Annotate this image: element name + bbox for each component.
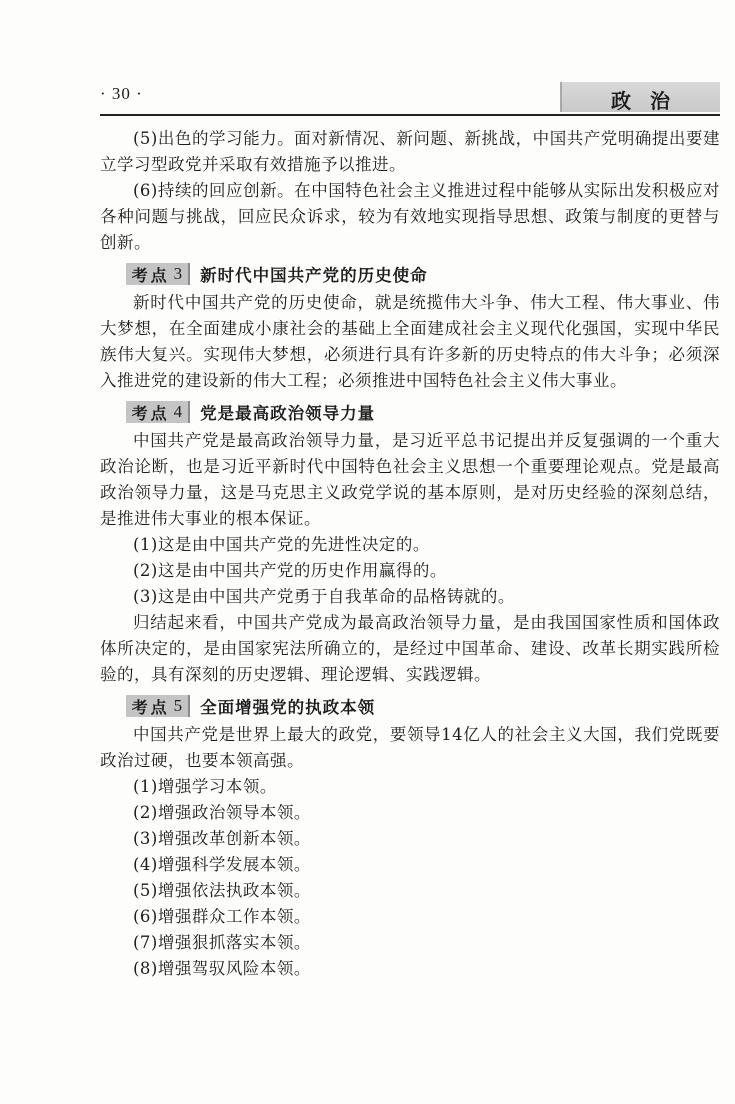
kaodian-number: 3 (173, 264, 183, 283)
kaodian-badge (126, 263, 191, 285)
section-title: 全面增强党的执政本领 (200, 698, 376, 717)
list-item: (5)增强依法执政本领。 (133, 881, 311, 900)
list-item: (1)增强学习本领。 (133, 777, 277, 796)
list-item: (3)增强改革创新本领。 (133, 829, 311, 848)
paragraph: 中国共产党是最高政治领导力量，是习近平总书记提出并反复强调的一个重大政治论断，也是习近平新时代中国特色社会主义思想一个重要理论观点。党是最高政治领导力量，这是马克思主义政党学说的基本原则，是对历史经验的深刻总结，是推进伟大事业的根本保证。 (100, 431, 720, 528)
paragraph: (5)出色的学习能力。面对新情况、新问题、新挑战，中国共产党明确提出要建立学习型政党并采取有效措施予以推进。 (100, 129, 720, 174)
kaodian-label: 考点 (131, 697, 170, 717)
kaodian-number: 5 (173, 696, 183, 715)
list-item: (4)增强科学发展本领。 (133, 855, 311, 874)
section-heading-4 (100, 398, 720, 426)
section-heading-5 (100, 692, 720, 720)
list-item: (2)增强政治领导本领。 (133, 803, 311, 822)
section-heading-3 (100, 260, 720, 288)
kaodian-number: 4 (173, 402, 183, 421)
subject-label: 政 治 (611, 89, 676, 113)
kaodian-badge (126, 695, 191, 717)
page-number: · 30 · (100, 84, 143, 103)
subject-tab (560, 82, 720, 112)
kaodian-label: 考点 (131, 265, 170, 285)
kaodian-badge (126, 401, 191, 423)
kaodian-label: 考点 (131, 403, 170, 423)
list-item: (8)增强驾驭风险本领。 (133, 959, 311, 978)
paragraph: (6)持续的回应创新。在中国特色社会主义推进过程中能够从实际出发积极应对各种问题与挑战，回应民众诉求，较为有效地实现指导思想、政策与制度的更替与创新。 (100, 181, 720, 252)
section-title: 党是最高政治领导力量 (200, 404, 376, 423)
page-content (100, 126, 720, 982)
list-item: (6)增强群众工作本领。 (133, 907, 311, 926)
list-item: (3)这是由中国共产党勇于自我革命的品格铸就的。 (133, 587, 515, 606)
list-item: (1)这是由中国共产党的先进性决定的。 (133, 535, 430, 554)
paragraph: 中国共产党是世界上最大的政党，要领导14亿人的社会主义大国，我们党既要政治过硬，也要本领高强。 (100, 725, 720, 770)
list-item: (7)增强狠抓落实本领。 (133, 933, 311, 952)
header-rule (100, 114, 720, 116)
section-title: 新时代中国共产党的历史使命 (200, 266, 428, 285)
paragraph: 新时代中国共产党的历史使命，就是统揽伟大斗争、伟大工程、伟大事业、伟大梦想，在全面建成小康社会的基础上全面建成社会主义现代化强国，实现中华民族伟大复兴。实现伟大梦想，必须进行具有许多新的历史特点的伟大斗争；必须深入推进党的建设新的伟大工程；必须推进中国特色社会主义伟大事业。 (100, 293, 720, 390)
paragraph: 归结起来看，中国共产党成为最高政治领导力量，是由我国国家性质和国体政体所决定的，是由国家宪法所确立的，是经过中国革命、建设、改革长期实践所检验的，具有深刻的历史逻辑、理论逻辑、实践逻辑。 (100, 613, 720, 684)
page-header (100, 82, 720, 112)
list-item: (2)这是由中国共产党的历史作用赢得的。 (133, 561, 447, 580)
